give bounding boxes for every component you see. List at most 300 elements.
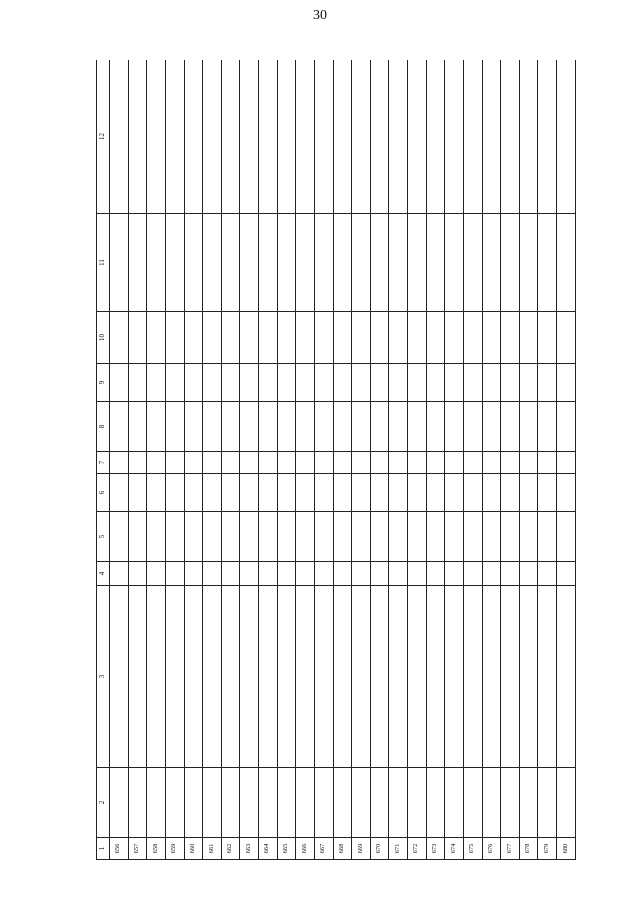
district-cell bbox=[277, 768, 296, 838]
cadastral-number-cell bbox=[259, 214, 278, 312]
count-cell bbox=[314, 452, 333, 474]
table-row bbox=[333, 60, 352, 860]
cadastral-number-cell bbox=[463, 214, 482, 312]
area-cell bbox=[501, 474, 520, 512]
date-cell bbox=[259, 512, 278, 562]
build-year-cell bbox=[538, 562, 557, 586]
district-cell bbox=[240, 768, 259, 838]
table-row bbox=[203, 60, 222, 860]
amount-cell bbox=[519, 312, 538, 364]
count-cell bbox=[538, 452, 557, 474]
area-cell bbox=[314, 474, 333, 512]
district-cell bbox=[445, 768, 464, 838]
amount-cell bbox=[463, 312, 482, 364]
area-cell bbox=[482, 474, 501, 512]
row-number: 680 bbox=[557, 838, 576, 860]
cadastral-number-cell bbox=[482, 214, 501, 312]
date-cell bbox=[128, 512, 147, 562]
build-year-cell bbox=[184, 562, 203, 586]
address-cell bbox=[389, 586, 408, 768]
date-cell bbox=[147, 512, 166, 562]
table-row bbox=[557, 60, 576, 860]
build-year-cell bbox=[259, 562, 278, 586]
table-row bbox=[426, 60, 445, 860]
deadline-cell bbox=[426, 402, 445, 452]
table-row bbox=[519, 60, 538, 860]
amount-cell bbox=[557, 312, 576, 364]
area-secondary-cell bbox=[147, 364, 166, 402]
address-cell bbox=[463, 586, 482, 768]
cadastral-number-cell bbox=[501, 214, 520, 312]
build-year-cell bbox=[557, 562, 576, 586]
count-cell bbox=[147, 452, 166, 474]
area-cell bbox=[221, 474, 240, 512]
area-secondary-cell bbox=[203, 364, 222, 402]
cadastral-number-cell bbox=[184, 214, 203, 312]
count-cell bbox=[277, 452, 296, 474]
address-cell bbox=[445, 586, 464, 768]
row-number: 678 bbox=[519, 838, 538, 860]
count-cell bbox=[408, 452, 427, 474]
amount-cell bbox=[333, 312, 352, 364]
build-year-cell bbox=[445, 562, 464, 586]
amount-cell bbox=[426, 312, 445, 364]
area-cell bbox=[333, 474, 352, 512]
status-cell bbox=[482, 60, 501, 214]
count-cell bbox=[519, 452, 538, 474]
district-cell bbox=[147, 768, 166, 838]
deadline-cell bbox=[333, 402, 352, 452]
address-cell bbox=[110, 586, 129, 768]
district-cell bbox=[259, 768, 278, 838]
district-cell bbox=[296, 768, 315, 838]
area-secondary-cell bbox=[538, 364, 557, 402]
area-cell bbox=[184, 474, 203, 512]
status-cell bbox=[184, 60, 203, 214]
housing-registry-table bbox=[96, 60, 576, 860]
row-number: 672 bbox=[408, 838, 427, 860]
amount-cell bbox=[352, 312, 371, 364]
status-cell bbox=[333, 60, 352, 214]
registry-table-frame bbox=[96, 60, 576, 860]
column-header-6: 6 bbox=[97, 474, 110, 512]
row-number: 669 bbox=[352, 838, 371, 860]
district-cell bbox=[501, 768, 520, 838]
row-number: 665 bbox=[277, 838, 296, 860]
area-cell bbox=[463, 474, 482, 512]
date-cell bbox=[333, 512, 352, 562]
date-cell bbox=[538, 512, 557, 562]
address-cell bbox=[538, 586, 557, 768]
district-cell bbox=[519, 768, 538, 838]
area-cell bbox=[128, 474, 147, 512]
district-cell bbox=[482, 768, 501, 838]
deadline-cell bbox=[538, 402, 557, 452]
cadastral-number-cell bbox=[426, 214, 445, 312]
area-cell bbox=[538, 474, 557, 512]
cadastral-number-cell bbox=[110, 214, 129, 312]
table-body bbox=[110, 60, 576, 860]
build-year-cell bbox=[147, 562, 166, 586]
address-cell bbox=[240, 586, 259, 768]
address-cell bbox=[352, 586, 371, 768]
date-cell bbox=[482, 512, 501, 562]
area-cell bbox=[147, 474, 166, 512]
district-cell bbox=[128, 768, 147, 838]
address-cell bbox=[165, 586, 184, 768]
amount-cell bbox=[147, 312, 166, 364]
cadastral-number-cell bbox=[240, 214, 259, 312]
row-number: 660 bbox=[184, 838, 203, 860]
status-cell bbox=[277, 60, 296, 214]
area-secondary-cell bbox=[445, 364, 464, 402]
date-cell bbox=[501, 512, 520, 562]
table-row bbox=[408, 60, 427, 860]
cadastral-number-cell bbox=[296, 214, 315, 312]
status-cell bbox=[259, 60, 278, 214]
row-number: 666 bbox=[296, 838, 315, 860]
deadline-cell bbox=[370, 402, 389, 452]
row-number: 658 bbox=[147, 838, 166, 860]
build-year-cell bbox=[426, 562, 445, 586]
deadline-cell bbox=[277, 402, 296, 452]
area-cell bbox=[519, 474, 538, 512]
area-secondary-cell bbox=[370, 364, 389, 402]
row-number: 659 bbox=[165, 838, 184, 860]
page-number: 30 bbox=[313, 8, 327, 23]
count-cell bbox=[426, 452, 445, 474]
deadline-cell bbox=[445, 402, 464, 452]
status-cell bbox=[314, 60, 333, 214]
table-row bbox=[370, 60, 389, 860]
column-header-1: 1 bbox=[97, 838, 110, 860]
build-year-cell bbox=[296, 562, 315, 586]
row-number: 677 bbox=[501, 838, 520, 860]
build-year-cell bbox=[408, 562, 427, 586]
table-row bbox=[110, 60, 129, 860]
build-year-cell bbox=[333, 562, 352, 586]
amount-cell bbox=[259, 312, 278, 364]
date-cell bbox=[519, 512, 538, 562]
date-cell bbox=[426, 512, 445, 562]
status-cell bbox=[408, 60, 427, 214]
address-cell bbox=[370, 586, 389, 768]
district-cell bbox=[463, 768, 482, 838]
district-cell bbox=[165, 768, 184, 838]
cadastral-number-cell bbox=[333, 214, 352, 312]
status-cell bbox=[165, 60, 184, 214]
district-cell bbox=[110, 768, 129, 838]
amount-cell bbox=[314, 312, 333, 364]
row-number: 661 bbox=[203, 838, 222, 860]
row-number: 676 bbox=[482, 838, 501, 860]
address-cell bbox=[426, 586, 445, 768]
deadline-cell bbox=[557, 402, 576, 452]
date-cell bbox=[296, 512, 315, 562]
table-row bbox=[165, 60, 184, 860]
build-year-cell bbox=[203, 562, 222, 586]
area-cell bbox=[165, 474, 184, 512]
cadastral-number-cell bbox=[277, 214, 296, 312]
count-cell bbox=[463, 452, 482, 474]
column-header-12: 12 bbox=[97, 60, 110, 214]
table-row bbox=[277, 60, 296, 860]
table-row bbox=[501, 60, 520, 860]
count-cell bbox=[221, 452, 240, 474]
table-row bbox=[482, 60, 501, 860]
row-number: 670 bbox=[370, 838, 389, 860]
date-cell bbox=[277, 512, 296, 562]
cadastral-number-cell bbox=[557, 214, 576, 312]
address-cell bbox=[314, 586, 333, 768]
build-year-cell bbox=[501, 562, 520, 586]
count-cell bbox=[184, 452, 203, 474]
date-cell bbox=[463, 512, 482, 562]
deadline-cell bbox=[240, 402, 259, 452]
date-cell bbox=[352, 512, 371, 562]
row-number: 657 bbox=[128, 838, 147, 860]
table-header-row bbox=[97, 60, 110, 860]
district-cell bbox=[184, 768, 203, 838]
count-cell bbox=[445, 452, 464, 474]
count-cell bbox=[333, 452, 352, 474]
count-cell bbox=[389, 452, 408, 474]
amount-cell bbox=[296, 312, 315, 364]
address-cell bbox=[277, 586, 296, 768]
cadastral-number-cell bbox=[408, 214, 427, 312]
table-header bbox=[97, 60, 110, 860]
row-number: 667 bbox=[314, 838, 333, 860]
date-cell bbox=[240, 512, 259, 562]
deadline-cell bbox=[203, 402, 222, 452]
cadastral-number-cell bbox=[147, 214, 166, 312]
area-secondary-cell bbox=[519, 364, 538, 402]
count-cell bbox=[110, 452, 129, 474]
table-row bbox=[389, 60, 408, 860]
row-number: 679 bbox=[538, 838, 557, 860]
district-cell bbox=[557, 768, 576, 838]
amount-cell bbox=[240, 312, 259, 364]
date-cell bbox=[408, 512, 427, 562]
cadastral-number-cell bbox=[370, 214, 389, 312]
deadline-cell bbox=[314, 402, 333, 452]
area-cell bbox=[110, 474, 129, 512]
count-cell bbox=[352, 452, 371, 474]
status-cell bbox=[240, 60, 259, 214]
district-cell bbox=[352, 768, 371, 838]
status-cell bbox=[463, 60, 482, 214]
deadline-cell bbox=[296, 402, 315, 452]
area-secondary-cell bbox=[259, 364, 278, 402]
deadline-cell bbox=[110, 402, 129, 452]
row-number: 664 bbox=[259, 838, 278, 860]
date-cell bbox=[389, 512, 408, 562]
column-header-11: 11 bbox=[97, 214, 110, 312]
deadline-cell bbox=[408, 402, 427, 452]
column-header-7: 7 bbox=[97, 452, 110, 474]
area-cell bbox=[277, 474, 296, 512]
amount-cell bbox=[184, 312, 203, 364]
cadastral-number-cell bbox=[128, 214, 147, 312]
address-cell bbox=[128, 586, 147, 768]
district-cell bbox=[538, 768, 557, 838]
amount-cell bbox=[482, 312, 501, 364]
status-cell bbox=[389, 60, 408, 214]
count-cell bbox=[370, 452, 389, 474]
cadastral-number-cell bbox=[165, 214, 184, 312]
address-cell bbox=[296, 586, 315, 768]
area-secondary-cell bbox=[482, 364, 501, 402]
amount-cell bbox=[165, 312, 184, 364]
address-cell bbox=[408, 586, 427, 768]
column-header-4: 4 bbox=[97, 562, 110, 586]
status-cell bbox=[370, 60, 389, 214]
count-cell bbox=[203, 452, 222, 474]
amount-cell bbox=[128, 312, 147, 364]
count-cell bbox=[557, 452, 576, 474]
district-cell bbox=[370, 768, 389, 838]
area-secondary-cell bbox=[277, 364, 296, 402]
status-cell bbox=[221, 60, 240, 214]
build-year-cell bbox=[240, 562, 259, 586]
date-cell bbox=[445, 512, 464, 562]
count-cell bbox=[240, 452, 259, 474]
table-row bbox=[538, 60, 557, 860]
area-cell bbox=[296, 474, 315, 512]
address-cell bbox=[184, 586, 203, 768]
district-cell bbox=[389, 768, 408, 838]
area-cell bbox=[240, 474, 259, 512]
deadline-cell bbox=[482, 402, 501, 452]
status-cell bbox=[352, 60, 371, 214]
count-cell bbox=[296, 452, 315, 474]
deadline-cell bbox=[165, 402, 184, 452]
table-row bbox=[314, 60, 333, 860]
deadline-cell bbox=[501, 402, 520, 452]
date-cell bbox=[221, 512, 240, 562]
build-year-cell bbox=[370, 562, 389, 586]
column-header-8: 8 bbox=[97, 402, 110, 452]
deadline-cell bbox=[519, 402, 538, 452]
date-cell bbox=[314, 512, 333, 562]
status-cell bbox=[147, 60, 166, 214]
address-cell bbox=[333, 586, 352, 768]
table-row bbox=[240, 60, 259, 860]
cadastral-number-cell bbox=[538, 214, 557, 312]
build-year-cell bbox=[128, 562, 147, 586]
column-header-5: 5 bbox=[97, 512, 110, 562]
date-cell bbox=[557, 512, 576, 562]
area-secondary-cell bbox=[296, 364, 315, 402]
deadline-cell bbox=[128, 402, 147, 452]
row-number: 673 bbox=[426, 838, 445, 860]
build-year-cell bbox=[110, 562, 129, 586]
build-year-cell bbox=[277, 562, 296, 586]
amount-cell bbox=[221, 312, 240, 364]
count-cell bbox=[482, 452, 501, 474]
area-secondary-cell bbox=[165, 364, 184, 402]
status-cell bbox=[296, 60, 315, 214]
count-cell bbox=[165, 452, 184, 474]
district-cell bbox=[203, 768, 222, 838]
address-cell bbox=[482, 586, 501, 768]
area-secondary-cell bbox=[501, 364, 520, 402]
date-cell bbox=[165, 512, 184, 562]
date-cell bbox=[370, 512, 389, 562]
area-cell bbox=[370, 474, 389, 512]
table-row bbox=[296, 60, 315, 860]
count-cell bbox=[501, 452, 520, 474]
status-cell bbox=[426, 60, 445, 214]
area-cell bbox=[408, 474, 427, 512]
amount-cell bbox=[445, 312, 464, 364]
column-header-3: 3 bbox=[97, 586, 110, 768]
build-year-cell bbox=[482, 562, 501, 586]
address-cell bbox=[221, 586, 240, 768]
address-cell bbox=[203, 586, 222, 768]
build-year-cell bbox=[519, 562, 538, 586]
amount-cell bbox=[501, 312, 520, 364]
amount-cell bbox=[203, 312, 222, 364]
table-row bbox=[445, 60, 464, 860]
cadastral-number-cell bbox=[389, 214, 408, 312]
area-secondary-cell bbox=[333, 364, 352, 402]
cadastral-number-cell bbox=[519, 214, 538, 312]
build-year-cell bbox=[389, 562, 408, 586]
table-row bbox=[463, 60, 482, 860]
build-year-cell bbox=[165, 562, 184, 586]
address-cell bbox=[557, 586, 576, 768]
column-header-9: 9 bbox=[97, 364, 110, 402]
table-row bbox=[128, 60, 147, 860]
build-year-cell bbox=[352, 562, 371, 586]
cadastral-number-cell bbox=[203, 214, 222, 312]
table-row bbox=[147, 60, 166, 860]
district-cell bbox=[408, 768, 427, 838]
deadline-cell bbox=[259, 402, 278, 452]
deadline-cell bbox=[221, 402, 240, 452]
cadastral-number-cell bbox=[314, 214, 333, 312]
status-cell bbox=[445, 60, 464, 214]
area-cell bbox=[259, 474, 278, 512]
district-cell bbox=[221, 768, 240, 838]
status-cell bbox=[501, 60, 520, 214]
district-cell bbox=[333, 768, 352, 838]
deadline-cell bbox=[389, 402, 408, 452]
status-cell bbox=[557, 60, 576, 214]
area-cell bbox=[389, 474, 408, 512]
build-year-cell bbox=[463, 562, 482, 586]
area-cell bbox=[203, 474, 222, 512]
status-cell bbox=[519, 60, 538, 214]
cadastral-number-cell bbox=[352, 214, 371, 312]
area-cell bbox=[352, 474, 371, 512]
area-cell bbox=[426, 474, 445, 512]
build-year-cell bbox=[314, 562, 333, 586]
table-row bbox=[352, 60, 371, 860]
area-secondary-cell bbox=[389, 364, 408, 402]
status-cell bbox=[128, 60, 147, 214]
area-secondary-cell bbox=[128, 364, 147, 402]
area-secondary-cell bbox=[463, 364, 482, 402]
area-secondary-cell bbox=[240, 364, 259, 402]
row-number: 671 bbox=[389, 838, 408, 860]
district-cell bbox=[426, 768, 445, 838]
date-cell bbox=[203, 512, 222, 562]
column-header-2: 2 bbox=[97, 768, 110, 838]
address-cell bbox=[501, 586, 520, 768]
rotated-table-wrapper bbox=[96, 60, 576, 860]
